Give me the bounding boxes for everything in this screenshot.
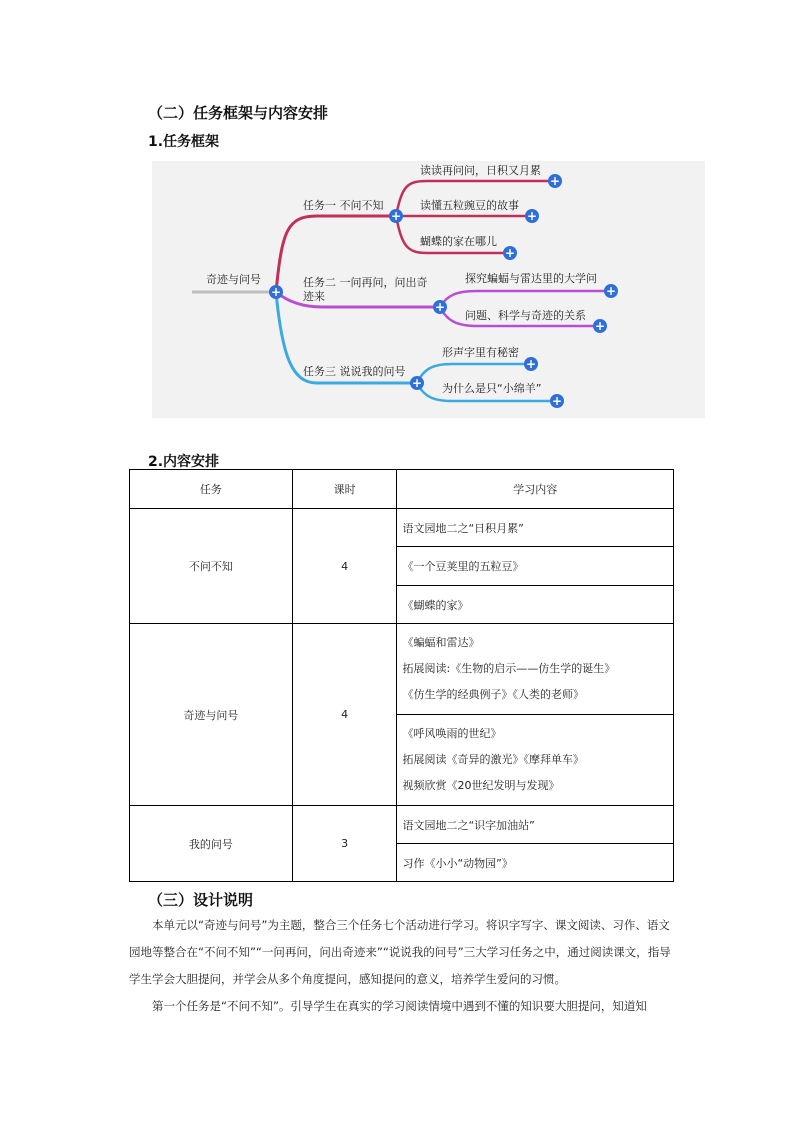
table-row bbox=[130, 806, 674, 844]
task-cell: 不问不知 bbox=[130, 509, 293, 624]
hours-cell: 4 bbox=[292, 509, 397, 624]
expand-plus-icon[interactable]: + bbox=[434, 300, 446, 314]
design-paragraph-2: 第一个任务是“不问不知”。引导学生在真实的学习阅读情境中遇到不懂的知识要大胆提问，知道知 bbox=[152, 999, 647, 1013]
expand-plus-icon[interactable]: + bbox=[594, 319, 606, 333]
task-1-label: 任务一 不问不知 bbox=[303, 199, 384, 212]
content-line: 视频欣赏《20世纪发明与发现》 bbox=[402, 779, 560, 792]
content-cell bbox=[397, 715, 674, 806]
expand-plus-icon[interactable]: + bbox=[525, 357, 537, 371]
subheading-task-framework: 1.任务框架 bbox=[148, 134, 220, 150]
task-3-item-2: 为什么是只“小绵羊” bbox=[442, 382, 542, 395]
task-cell: 我的问号 bbox=[130, 806, 293, 882]
content-cell: 《一个豆荚里的五粒豆》 bbox=[397, 547, 674, 586]
content-cell: 语文园地二之“识字加油站” bbox=[397, 806, 674, 844]
content-line: 拓展阅读《奇异的激光》《摩拜单车》 bbox=[402, 753, 584, 766]
header-learning-content: 学习内容 bbox=[397, 470, 674, 509]
sub-branch-task-2-a bbox=[440, 291, 610, 307]
task-2-label-line-2: 迹来 bbox=[303, 290, 325, 303]
content-cell bbox=[397, 624, 674, 715]
task-3-label: 任务三 说说我的问号 bbox=[303, 365, 406, 378]
table-row bbox=[130, 509, 674, 547]
expand-plus-icon[interactable]: + bbox=[549, 174, 561, 188]
header-hours: 课时 bbox=[292, 470, 397, 509]
content-line: 《呼风唤雨的世纪》 bbox=[402, 727, 502, 740]
design-paragraph-1: 本单元以“奇迹与问号”为主题，整合三个任务七个活动进行学习。将识字写字、课文阅读、习作、语文园地等整合在“不问不知”“一问再问，问出奇迹来”“说说我的问号”三大学习任务之中，通过阅读课文，指导学生学会大胆提问，并学会从多个角度提问，感知提问的意义，培养学生爱问的习惯。 bbox=[129, 918, 671, 986]
task-3-item-1: 形声字里有秘密 bbox=[442, 346, 519, 359]
content-arrangement-table bbox=[129, 469, 674, 882]
task-1-item-3: 蝴蝶的家在哪儿 bbox=[420, 235, 497, 248]
content-line: 《蝙蝠和雷达》 bbox=[402, 636, 480, 649]
section-heading-framework-arrangement: （二）任务框架与内容安排 bbox=[148, 104, 329, 122]
expand-plus-icon[interactable]: + bbox=[551, 394, 563, 408]
task-1-item-2: 读懂五粒豌豆的故事 bbox=[420, 199, 519, 212]
table-header-row bbox=[130, 470, 674, 509]
expand-plus-icon[interactable]: + bbox=[504, 246, 516, 260]
mind-map-root: 奇迹与问号 bbox=[206, 273, 261, 286]
task-mind-map bbox=[152, 161, 705, 418]
expand-plus-icon[interactable]: + bbox=[270, 285, 282, 299]
content-line: 拓展阅读:《生物的启示——仿生学的诞生》 bbox=[402, 662, 616, 675]
section-heading-design-notes: （三）设计说明 bbox=[148, 891, 254, 909]
content-cell: 语文园地二之“日积月累” bbox=[397, 509, 674, 547]
branch-task-2 bbox=[276, 292, 440, 307]
task-2-item-2: 问题、科学与奇迹的关系 bbox=[465, 309, 586, 322]
subheading-content-arrangement: 2.内容安排 bbox=[148, 454, 220, 470]
task-2-item-1: 探究蝙蝠与雷达里的大学问 bbox=[465, 272, 597, 285]
content-line: 《仿生学的经典例子》《人类的老师》 bbox=[402, 688, 584, 701]
header-task: 任务 bbox=[130, 470, 293, 509]
task-2-label-line-1: 任务二 一问再问，问出奇 bbox=[303, 276, 428, 289]
hours-cell: 4 bbox=[292, 624, 397, 806]
expand-plus-icon[interactable]: + bbox=[605, 284, 617, 298]
hours-cell: 3 bbox=[292, 806, 397, 882]
expand-plus-icon[interactable]: + bbox=[390, 209, 402, 223]
content-cell: 习作《小小“动物园”》 bbox=[397, 844, 674, 882]
expand-plus-icon[interactable]: + bbox=[526, 209, 538, 223]
expand-plus-icon[interactable]: + bbox=[411, 376, 423, 390]
content-cell: 《蝴蝶的家》 bbox=[397, 586, 674, 624]
sub-branch-task-3-a bbox=[417, 364, 530, 383]
task-cell: 奇迹与问号 bbox=[130, 624, 293, 806]
table-row bbox=[130, 624, 674, 715]
task-1-item-1: 读读再问问，日积又月累 bbox=[420, 164, 541, 177]
